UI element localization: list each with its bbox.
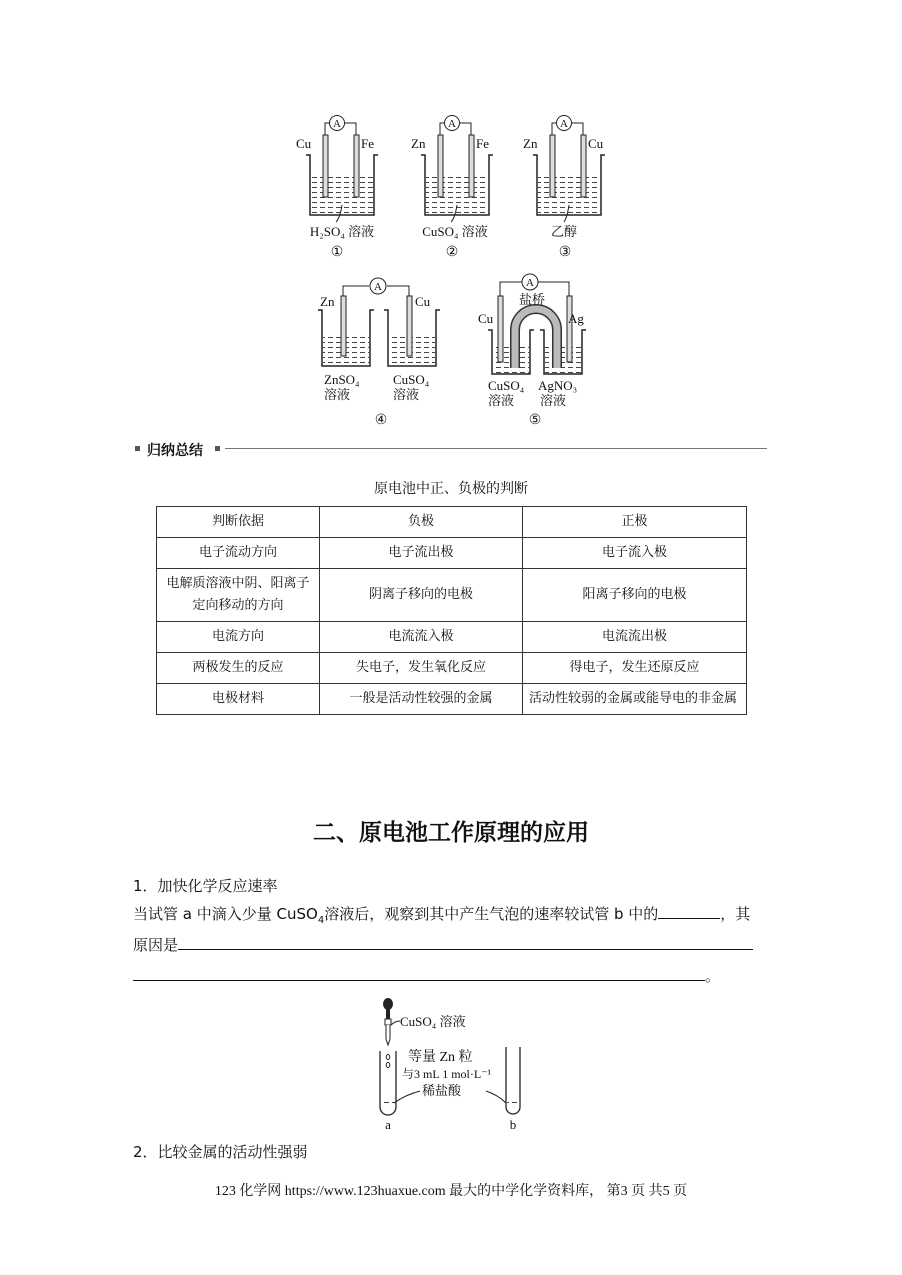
answer-blank-1[interactable] [658,904,720,919]
svg-text:等量 Zn 粒: 等量 Zn 粒 [408,1050,473,1065]
table-header-row [157,507,747,538]
svg-text:CuSO₄: CuSO₄ [488,378,525,393]
page-footer: 123 化学网 https://www.123huaxue.com 最大的中学化学资料库， 第3 页 共5 页 [214,1184,688,1199]
svg-text:A: A [560,118,568,130]
ammeter-label: A [333,118,341,130]
table-title: 原电池中正、负极的判断 [374,481,528,497]
solution-label: H₂SO₄ 溶液 [309,224,375,239]
table-header: 负极 [320,507,523,538]
svg-text:A: A [374,281,382,293]
svg-text:溶液: 溶液 [488,393,515,408]
question-text: 当试管 a 中滴入少量 CuSO [133,905,318,923]
divider [225,448,767,449]
svg-text:A: A [448,118,456,130]
question-line-2 [133,935,753,955]
bullet-square [135,446,140,451]
section-header [135,440,767,458]
bullet-square [215,446,220,451]
figure-number: ① [330,245,344,260]
table-row [157,622,747,653]
electrode-right: Fe [476,136,489,151]
table-cell: 一般是活动性较强的金属 [320,684,523,715]
svg-text:CuSO₄: CuSO₄ [393,372,430,387]
question-text: ，其 [720,905,751,923]
table-row [157,538,747,569]
table-cell: 电流流出极 [523,622,747,653]
table-cell: 阳离子移向的电极 [523,569,747,622]
svg-text:与3 mL 1 mol·L⁻¹: 与3 mL 1 mol·L⁻¹ [402,1067,492,1081]
section-label: 归纳总结 [147,443,203,459]
svg-text:稀盐酸: 稀盐酸 [422,1083,462,1098]
question-text: 溶液后，观察到其中产生气泡的速率较试管 b 中的 [324,905,659,923]
electrode-left: Zn [523,136,538,151]
svg-text:CuSO₄ 溶液: CuSO₄ 溶液 [400,1014,466,1029]
electrode-left: Cu [296,136,312,151]
dropper [383,998,393,1045]
table-cell: 电子流动方向 [157,538,320,569]
test-tube-figure [360,995,540,1135]
figure-number: ⑤ [528,413,542,428]
question-line-1 [133,904,773,931]
figure-number: ③ [558,245,572,260]
svg-text:溶液: 溶液 [324,387,351,402]
svg-text:溶液: 溶液 [393,387,420,402]
electrode-left: Zn [320,294,335,309]
item-2-title: 2．比较金属的活动性强弱 [133,1143,308,1161]
period: 。 [705,967,721,985]
figure-number: ④ [374,413,388,428]
section-heading: 二、原电池工作原理的应用 [313,819,589,846]
subscript: 4 [317,915,325,926]
table-cell: 电解质溶液中阴、阳离子定向移动的方向 [157,569,320,622]
figure-number: ② [445,245,459,260]
table-header: 判断依据 [157,507,320,538]
solution-label: CuSO₄ 溶液 [422,224,488,239]
electrode-judgment-table [156,506,747,715]
svg-text:溶液: 溶液 [540,393,567,408]
salt-bridge-label: 盐桥 [518,292,546,307]
table-cell: 电流流入极 [320,622,523,653]
svg-text:AgNO₃: AgNO₃ [538,378,578,393]
cell-3 [523,116,605,261]
table-row [157,653,747,684]
table-cell: 活动性较弱的金属或能导电的非金属 [523,684,747,715]
svg-text:ZnSO₄: ZnSO₄ [324,372,360,387]
cell-4 [318,278,440,428]
test-tube-b [506,1047,520,1114]
table-row [157,569,747,622]
table-cell: 得电子，发生还原反应 [523,653,747,684]
table-header: 正极 [523,507,747,538]
solution-label: 乙醇 [550,224,578,239]
table-cell: 电极材料 [157,684,320,715]
electrode-left: Zn [411,136,426,151]
svg-text:b: b [509,1117,517,1132]
electrode-right: Cu [415,294,431,309]
cell-1 [296,116,378,261]
table-cell: 失电子，发生氧化反应 [320,653,523,684]
table-cell: 两极发生的反应 [157,653,320,684]
table-cell: 阴离子移向的电极 [320,569,523,622]
electrode-right: Ag [568,311,584,326]
cell-figures [0,100,902,435]
electrode-right: Fe [361,136,374,151]
svg-text:a: a [385,1117,391,1132]
cell-5 [478,274,586,428]
table-cell: 电子流出极 [320,538,523,569]
question-line-3 [133,966,720,986]
electrode-right: Cu [588,136,604,151]
item-1-title: 1．加快化学反应速率 [133,877,278,895]
table-cell: 电流方向 [157,622,320,653]
test-tube-a [380,1051,396,1115]
answer-blank-2[interactable] [178,935,753,950]
table-row [157,684,747,715]
question-text: 原因是 [133,936,179,954]
svg-text:A: A [526,277,534,289]
electrode-left: Cu [478,311,494,326]
table-cell: 电子流入极 [523,538,747,569]
cell-2 [411,116,493,261]
answer-blank-3[interactable] [133,966,705,981]
